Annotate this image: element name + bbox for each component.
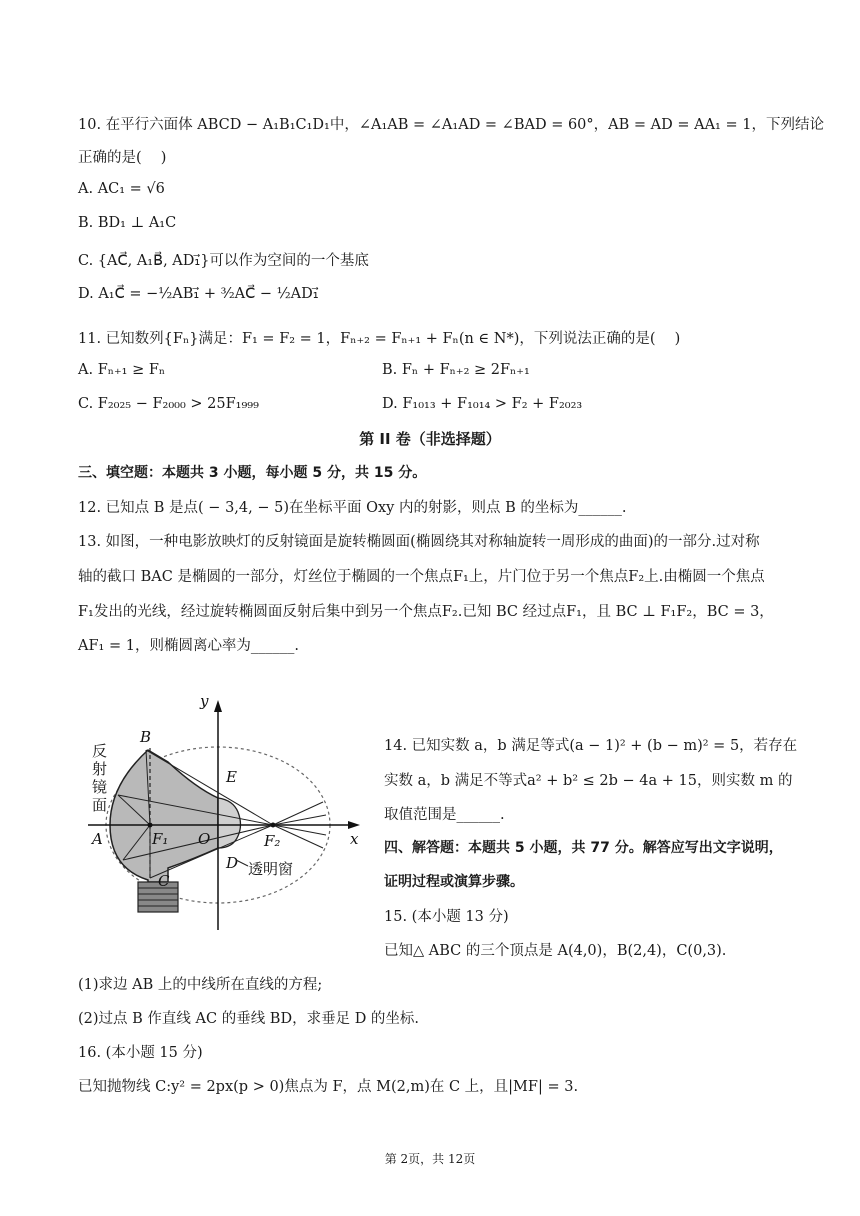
q16-stem: 已知抛物线 C:y² = 2px(p > 0)焦点为 F，点 M(2,m)在 C 上，且|MF| = 3. [78,1079,579,1095]
q13-line1: 13. 如图，一种电影放映灯的反射镜面是旋转椭圆面(椭圆绕其对称轴旋转一周形成的曲面)的一部分.过对称 [78,534,760,550]
q10-stem-line1: 10. 在平行六面体 ABCD − A₁B₁C₁D₁中，∠A₁AB = ∠A₁AD = ∠BAD = 60°，AB = AD = AA₁ = 1，下列结论 [78,117,824,133]
label-d: D [226,854,239,872]
q13-line2: 轴的截口 BAC 是椭圆的一部分，灯丝位于椭圆的一个焦点F₁上，片门位于另一个焦点F₂上.由椭圆一个焦点 [78,569,765,585]
label-b: B [140,728,152,746]
section4-line2: 证明过程或演算步骤。 [384,874,524,890]
q11-option-d: D. F₁₀₁₃ + F₁₀₁₄ > F₂ + F₂₀₂₃ [382,396,583,412]
q15-stem: 已知△ ABC 的三个顶点是 A(4,0)，B(2,4)，C(0,3). [384,943,727,959]
q10-option-b: B. BD₁ ⊥ A₁C [78,215,177,231]
page-footer: 第 2页，共 12页 [384,1152,476,1166]
label-f1: F₁ [152,830,169,848]
q15-part2: (2)过点 B 作直线 AC 的垂线 BD，求垂足 D 的坐标. [78,1011,420,1027]
label-mirror-2: 射 [92,760,108,778]
q11-option-b: B. Fₙ + Fₙ₊₂ ≥ 2Fₙ₊₁ [382,362,530,378]
label-a: A [92,830,103,848]
q10-option-c: C. {AC⃗, A₁B⃗, AD₁⃗}可以作为空间的一个基底 [78,253,369,269]
label-e: E [226,768,237,786]
section3-heading: 三、填空题：本题共 3 小题，每小题 5 分，共 15 分。 [78,465,427,481]
label-x: x [350,830,359,848]
mirror-body [110,750,218,882]
label-mirror-3: 镜 [92,778,108,796]
q11-option-a: A. Fₙ₊₁ ≥ Fₙ [78,362,166,378]
q12-stem: 12. 已知点 B 是点( − 3,4, − 5)在坐标平面 Oxy 内的射影，则点 B 的坐标为______. [78,500,627,516]
label-f2: F₂ [264,832,281,850]
label-mirror-4: 面 [92,796,108,814]
q14-line3: 取值范围是______. [384,807,505,823]
q13-line3: F₁发出的光线，经过旋转椭圆面反射后集中到另一个焦点F₂.已知 BC 经过点F₁，且 BC ⊥ F₁F₂，BC = 3， [78,604,774,620]
q14-line1: 14. 已知实数 a，b 满足等式(a − 1)² + (b − m)² = 5，若存在 [384,738,798,754]
label-window: 透明窗 [248,860,294,878]
label-c: C [158,872,170,890]
q14-line2: 实数 a，b 满足不等式a² + b² ≤ 2b − 4a + 15，则实数 m 的 [384,773,793,789]
q15-heading: 15. (本小题 13 分) [384,909,509,925]
q10-stem-line2: 正确的是( ) [78,150,167,166]
q10-option-a: A. AC₁ = √6 [78,181,165,197]
q11-stem: 11. 已知数列{Fₙ}满足：F₁ = F₂ = 1，Fₙ₊₂ = Fₙ₊₁ + Fₙ(n ∈ N*)，下列说法正确的是( ) [78,331,681,347]
q11-option-c: C. F₂₀₂₅ − F₂₀₀₀ > 25F₁₉₉₉ [78,396,259,412]
q13-line4: AF₁ = 1，则椭圆离心率为______. [78,638,300,654]
q16-heading: 16. (本小题 15 分) [78,1045,203,1061]
label-o: O [198,830,211,848]
label-mirror-1: 反 [92,742,108,760]
section4-line1: 四、解答题：本题共 5 小题，共 77 分。解答应写出文字说明， [384,840,783,856]
part2-title: 第 II 卷（非选择题） [359,430,501,448]
label-y: y [200,692,209,710]
q10-option-d: D. A₁C⃗ = −½AB₁⃗ + ³⁄₂AC⃗ − ½AD₁⃗ [78,286,319,302]
lamp-figure [88,690,368,930]
q15-part1: (1)求边 AB 上的中线所在直线的方程; [78,977,323,993]
